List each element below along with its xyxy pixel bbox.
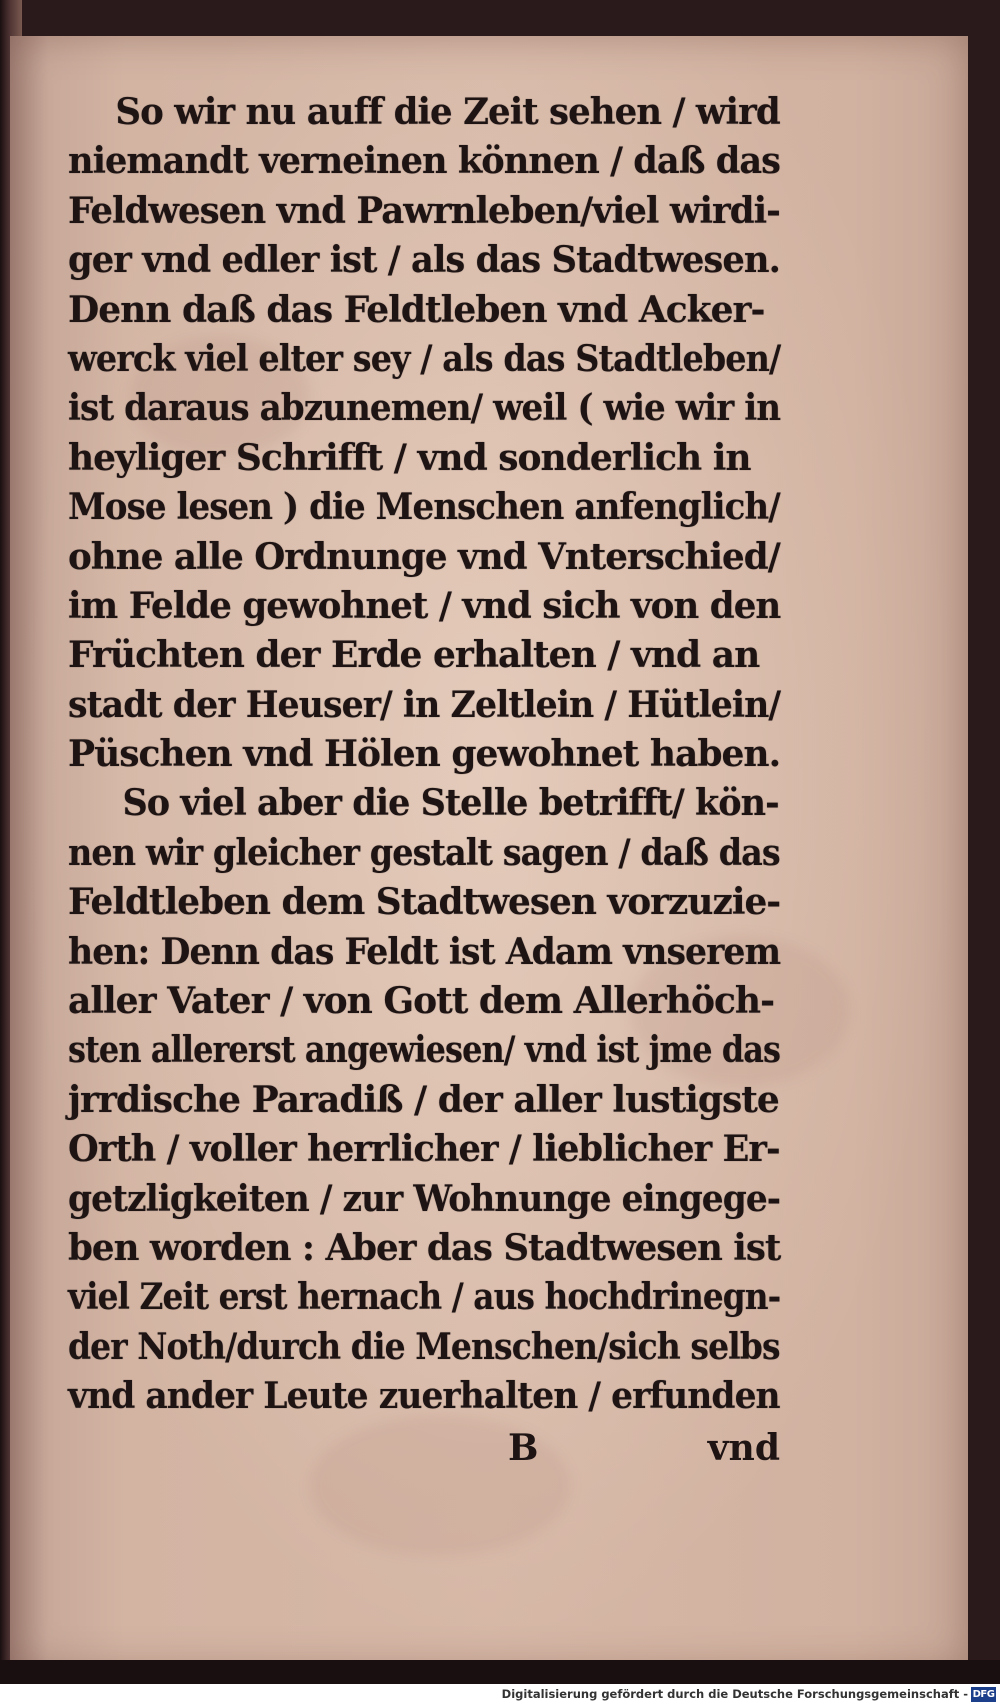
text-line: vnd ander Leute zuerhalten / erfunden [68,1375,780,1418]
text-line: ben worden : Aber das Stadtwesen ist [68,1226,781,1269]
page-text-block [68,88,780,1474]
text-line: sten allererst angewiesen/ vnd ist jme das [68,1029,781,1072]
page-footer-row [68,1422,780,1474]
text-line: aller Vater / von Gott dem Allerhöch- [68,980,775,1023]
text-line: Denn daß das Feldtleben vnd Acker- [68,288,765,331]
funding-credit: Digitalisierung gefördert durch die Deutsche Forschungsgemeinschaft - [501,1687,968,1701]
text-line: ohne alle Ordnunge vnd Vnterschied/ [68,535,780,578]
scan-bottom-edge [0,1660,1000,1684]
text-line: Püschen vnd Hölen gewohnet haben. [68,733,781,776]
text-line: werck viel elter sey / als das Stadtleben/ [68,337,781,380]
text-line: hen: Denn das Feldt ist Adam vnserem [68,930,781,973]
text-line: Feldtleben dem Stadtwesen vorzuzie- [68,881,781,924]
signature-mark: B [508,1426,539,1469]
text-line: im Felde gewohnet / vnd sich von den [68,584,781,627]
text-line: jrrdische Paradiß / der aller lustigste [68,1078,779,1121]
text-line: stadt der Heuser/ in Zeltlein / Hütlein/ [68,683,781,726]
credit-footer [0,1684,1000,1706]
text-line: getzligkeiten / zur Wohnunge eingege- [68,1177,781,1220]
text-line: viel Zeit erst hernach / aus hochdrinegn- [68,1276,781,1319]
text-line: ist daraus abzunemen/ weil ( wie wir in [68,387,781,430]
catchword: vnd [707,1426,780,1469]
text-line: heyliger Schrifft / vnd sonderlich in [68,436,751,479]
text-line: ger vnd edler ist / als das Stadtwesen. [68,239,780,282]
text-line: Früchten der Erde erhalten / vnd an [68,634,760,677]
book-page [10,36,968,1670]
dfg-logo-icon: DFG [972,1689,995,1700]
text-line: So viel aber die Stelle betrifft/ kön- [122,782,779,825]
text-line: So wir nu auff die Zeit sehen / wird [115,91,780,133]
text-line: Feldwesen vnd Pawrnleben/viel wirdi- [68,189,780,232]
text-line: Orth / voller herrlicher / lieblicher Er- [68,1128,780,1171]
text-line: der Noth/durch die Menschen/sich selbs [68,1325,780,1368]
text-line: Mose lesen ) die Menschen anfenglich/ [68,486,780,529]
text-line: nen wir gleicher gestalt sagen / daß das [68,831,780,874]
text-line: niemandt verneinen können / daß das [68,140,781,183]
